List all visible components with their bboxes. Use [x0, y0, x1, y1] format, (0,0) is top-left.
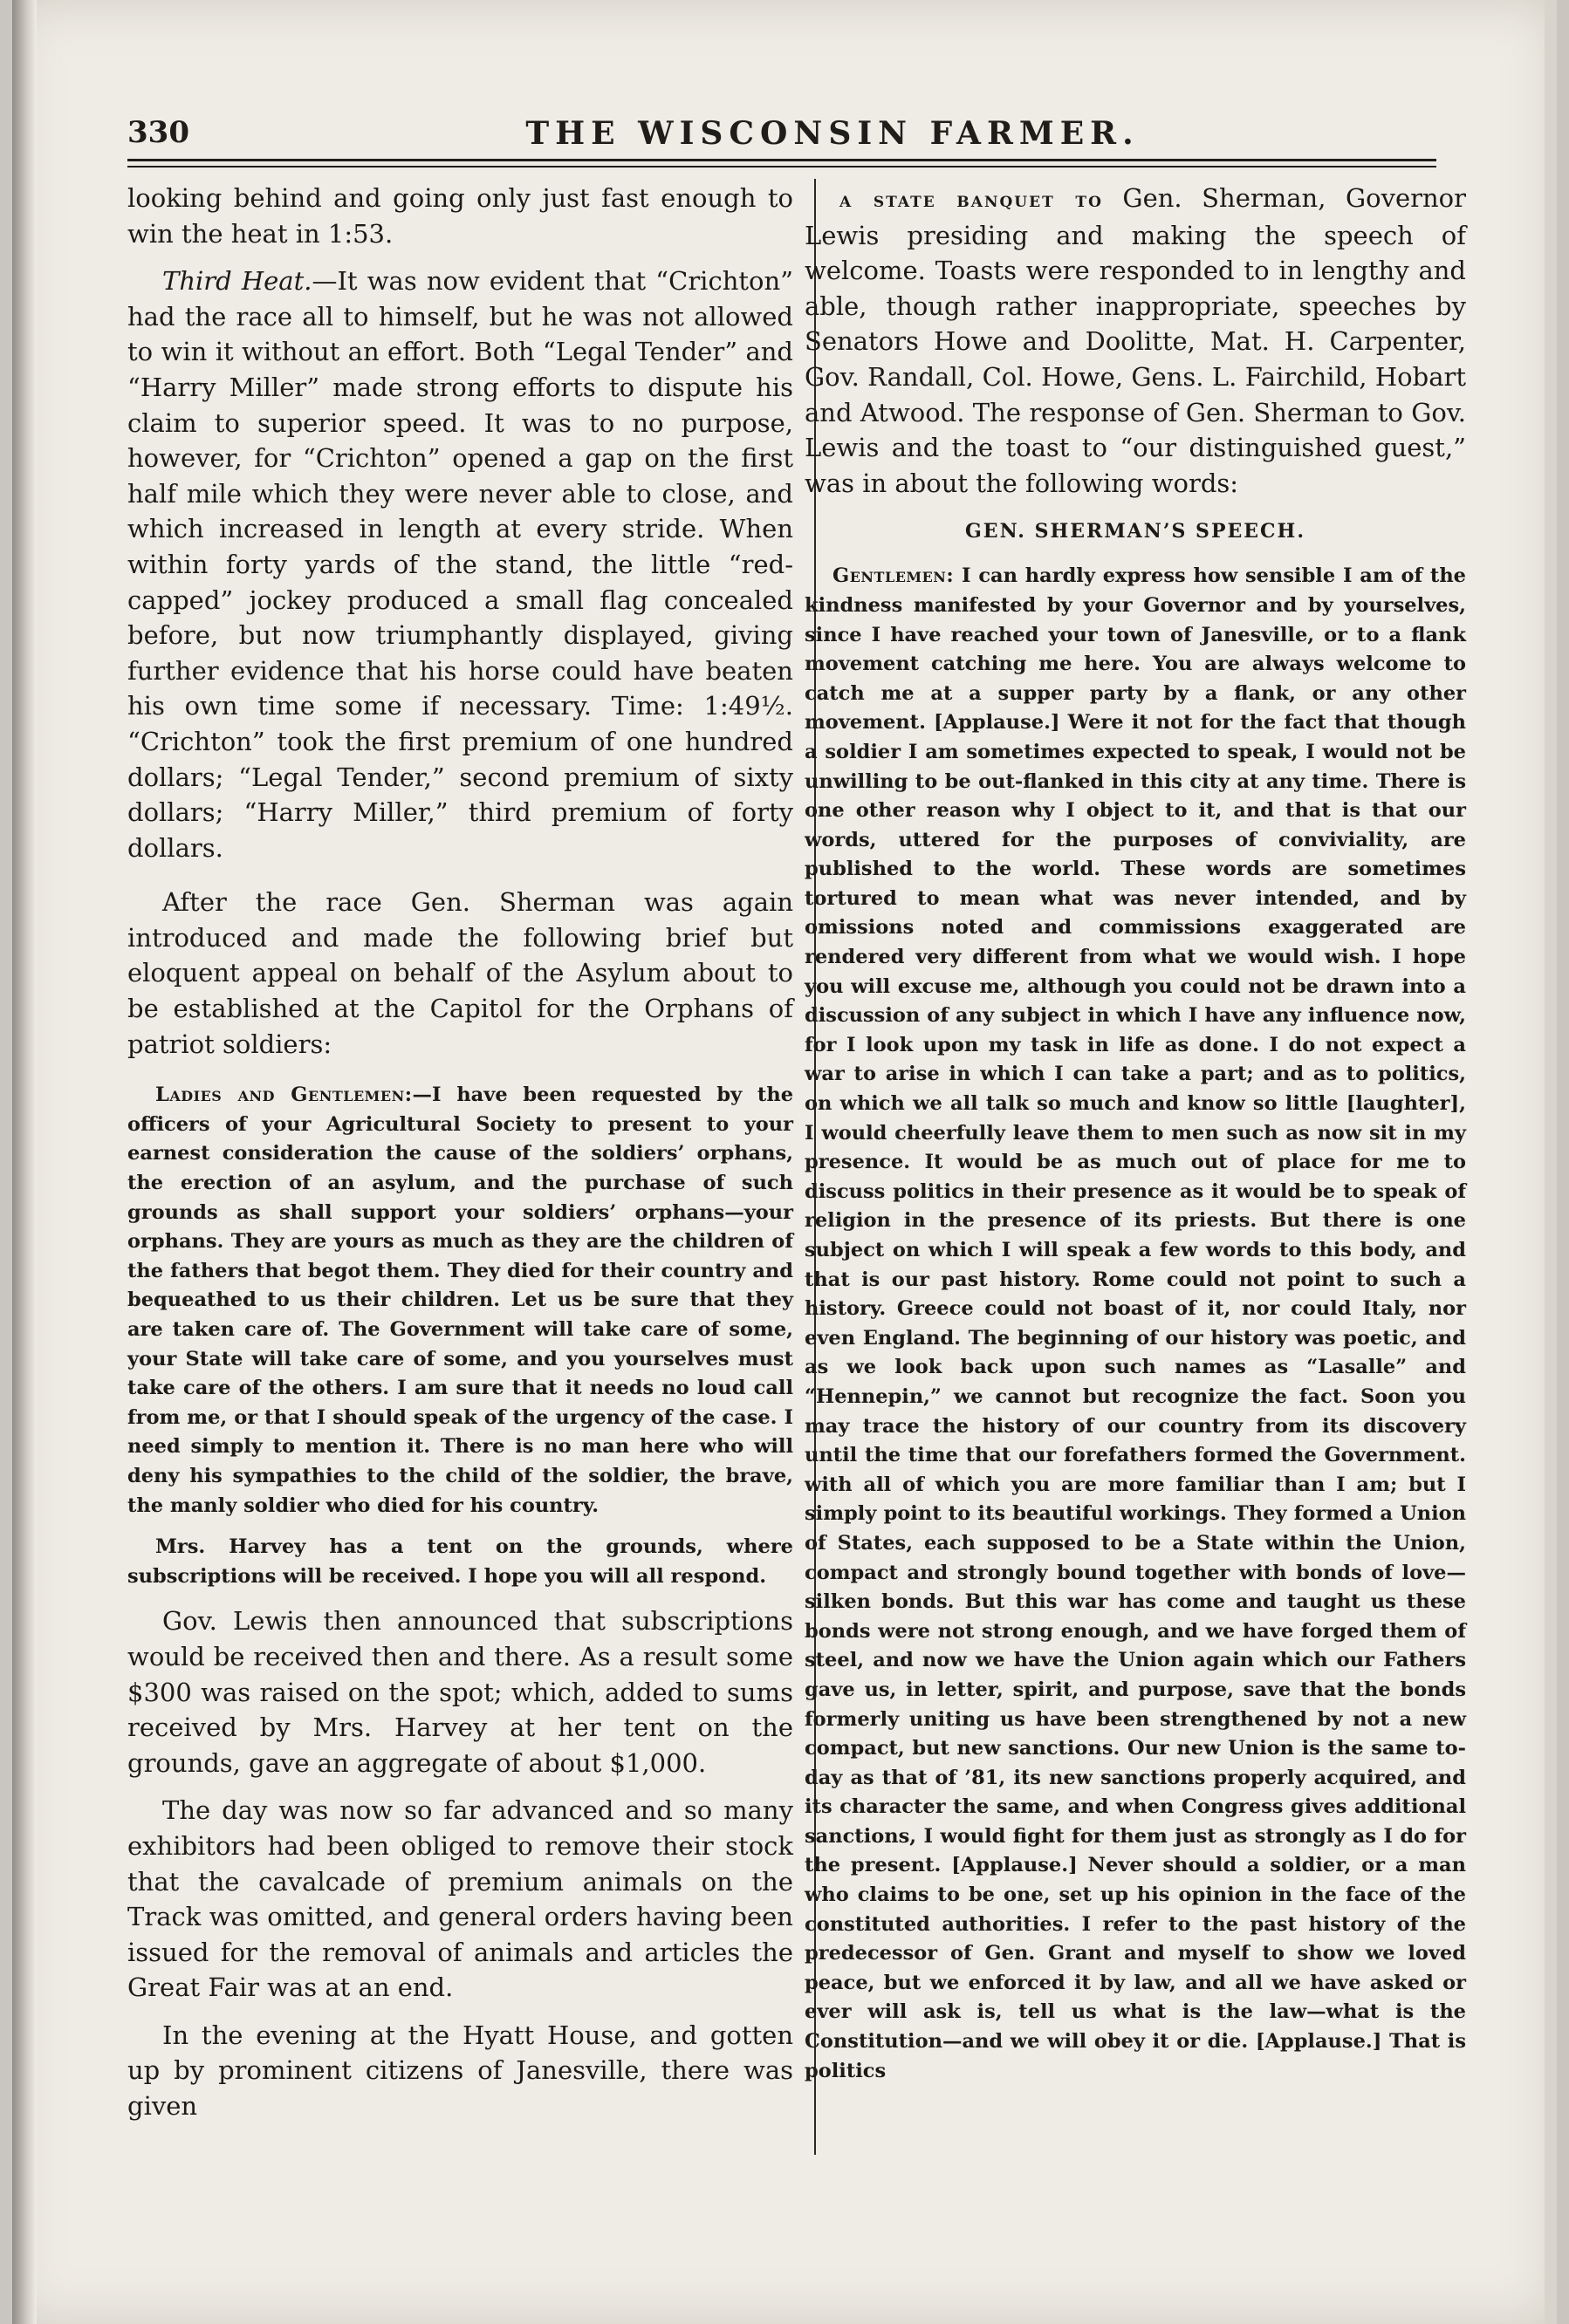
speech-orphans-salutation: Ladies and Gentlemen:: [155, 1083, 413, 1107]
speech-sherman: [805, 562, 1466, 2086]
running-title: THE WISCONSIN FARMER.: [525, 115, 1140, 152]
page-number: 330: [127, 115, 189, 150]
paragraph-heat-end: looking behind and going only just fast enough to win the heat in 1:53.: [127, 183, 793, 249]
header-rule-top: [127, 159, 1436, 161]
third-heat-label: Third Heat.: [162, 266, 312, 297]
speech-orphans-text: —I have been requested by the officers of your Agricultural Society to present to your earnest consideration the cause of the soldiers’ orphans, the erection of an asylum, and the purchase of such grounds as shall support your soldiers’ orphans—your orphans. They are yours as much as they are the children of the fathers that begot them. They died for their country and bequeathed to us their children. Let us be sure that they are taken care of. The Government will take care of some, your State will take care of some, and you yourselves must take care of the others. I am sure that it needs no loud call from me, or that I should speak of the urgency of the case. I need simply to mention it. There is no man here who will deny his sympathies to the child of the soldier, the brave, the manly soldier who died for his country.: [127, 1083, 794, 1517]
speech-orphans-note: Mrs. Harvey has a tent on the grounds, where subscriptions will be received. I hope you will all respond.: [127, 1535, 793, 1588]
paragraph-evening: In the evening at the Hyatt House, and gotten up by prominent citizens of Janesville, there was given: [127, 2020, 793, 2122]
speech-sherman-text: I can hardly express how sensible I am of the kindness manifested by your Governor and by yourselves, since I have reached your town of Janesville, or to a flank movement catching me here. You are always welcome to catch me at a supper party by a flank, or any other movement. [Applause.] Were it not for the fact that though a soldier I am sometimes expected to speak, I would not be unwilling to be out-flanked in this city at any time. There is one other reason why I object to it, and that is that our words, uttered for the purposes of conviviality, are published to the world. These words are sometimes tortured to mean what was never intended, and by omissions noted and commissions exaggerated are rendered very different from what we would wish. I hope you will excuse me, although you could not be drawn into a discussion of any subject in which I have any influence now, for I look upon my task in life as done. I do not expect a war to arise in which I can take a part; and as to politics, on which we all talk so much and know so little [laughter], I would cheerfully leave them to men such as now sit in my presence. It would be as much out of place for me to discuss politics in their presence as it would be to speak of religion in the presence of its priests. But there is one subject on which I will speak a few words to this body, and that is our past history. Rome could not point to such a history. Greece could not boast of it, nor could Italy, nor even England. The beginning of our history was poetic, and as we look back upon such names as “Lasalle” and “Hennepin,” we cannot but recognize the fact. Soon you may trace the history of our country from its discovery until the time that our forefathers formed the Government. with all of which you are more familiar than I am; but I simply point to its beautiful workings. They formed a Union of States, each supposed to be a State within the Union, compact and strongly bound together with bonds of love—silken bonds. But this war has come and taught us these bonds were not strong enough, and we have forged them of steel, and now we have the Union again which our Fathers gave us, in letter, spirit, and purpose, save that the bonds formerly uniting us have been strengthened by not a new compact, but new sanctions. Our new Union is the same to-day as that of ’81, its new sanctions properly acquired, and its character the same, and when Congress gives additional sanctions, I would fight for them just as strongly as I do for the present. [Applause.] Never should a soldier, or a man who claims to be one, set up his opinion in the face of the constituted authorities. I refer to the past history of the predecessor of Gen. Grant and myself to show we loved peace, but we enforced it by law, and all we have asked or ever will ask is, tell us what is the law—what is the Constitution—and we will obey it or die. [Applause.] That is politics: [805, 564, 1466, 2082]
header-rule-bottom: [127, 166, 1436, 167]
speech-sherman-salutation: Gentlemen:: [832, 564, 955, 588]
speech-heading: GEN. SHERMAN’S SPEECH.: [965, 520, 1305, 543]
paragraph-third-heat: [127, 263, 793, 865]
book-binding-shadow: [12, 0, 37, 2324]
banquet-text: Gen. Sherman, Governor Lewis presiding and making the speech of welcome. Toasts were responded to in lengthy and able, though rather inappropriate, speeches by Senators Howe and Doolitte, Mat. H. Carpenter, Gov. Randall, Col. Howe, Gens. L. Fairchild, Hobart and Atwood. The response of Gen. Sherman to Gov. Lewis and the toast to “our distinguished guest,” was in about the following words:: [805, 183, 1466, 498]
left-column: [127, 181, 793, 2124]
right-column: [805, 181, 1466, 2086]
page-edge: [1545, 0, 1557, 2324]
document-page: [12, 0, 1557, 2324]
paragraph-banquet: [805, 181, 1466, 501]
paragraph-fair-end: The day was now so far advanced and so many exhibitors had been obliged to remove their stock that the cavalcade of premium animals on the Track was omitted, and general orders having been issued for the removal of animals and articles the Great Fair was at an end.: [127, 1795, 793, 2003]
banquet-lead: a state banquet to: [839, 187, 1103, 212]
third-heat-text: —It was now evident that “Crichton” had the race all to himself, but he was not allowed to win it without an effort. Both “Legal Tender” and “Harry Miller” made strong efforts to dispute his claim to superior speed. It was to no purpose, however, for “Crichton” opened a gap on the first half mile which they were never able to close, and which increased in length at every stride. When within forty yards of the stand, the little “red-capped” jockey produced a small flag concealed before, but now triumphantly displayed, giving further evidence that his horse could have beaten his own time some if necessary. Time: 1:49½. “Crichton” took the first premium of one hundred dollars; “Legal Tender,” second premium of sixty dollars; “Harry Miller,” third premium of forty dollars.: [127, 266, 793, 863]
speech-orphans: [127, 1081, 793, 1521]
paragraph-sherman-intro: After the race Gen. Sherman was again introduced and made the following brief but eloquent appeal on behalf of the Asylum about to be established at the Capitol for the Orphans of patriot soldiers:: [127, 887, 793, 1059]
paragraph-subscriptions: Gov. Lewis then announced that subscriptions would be received then and there. As a result some $300 was raised on the spot; which, added to sums received by Mrs. Harvey at her tent on the grounds, gave an aggregate of about $1,000.: [127, 1606, 793, 1778]
